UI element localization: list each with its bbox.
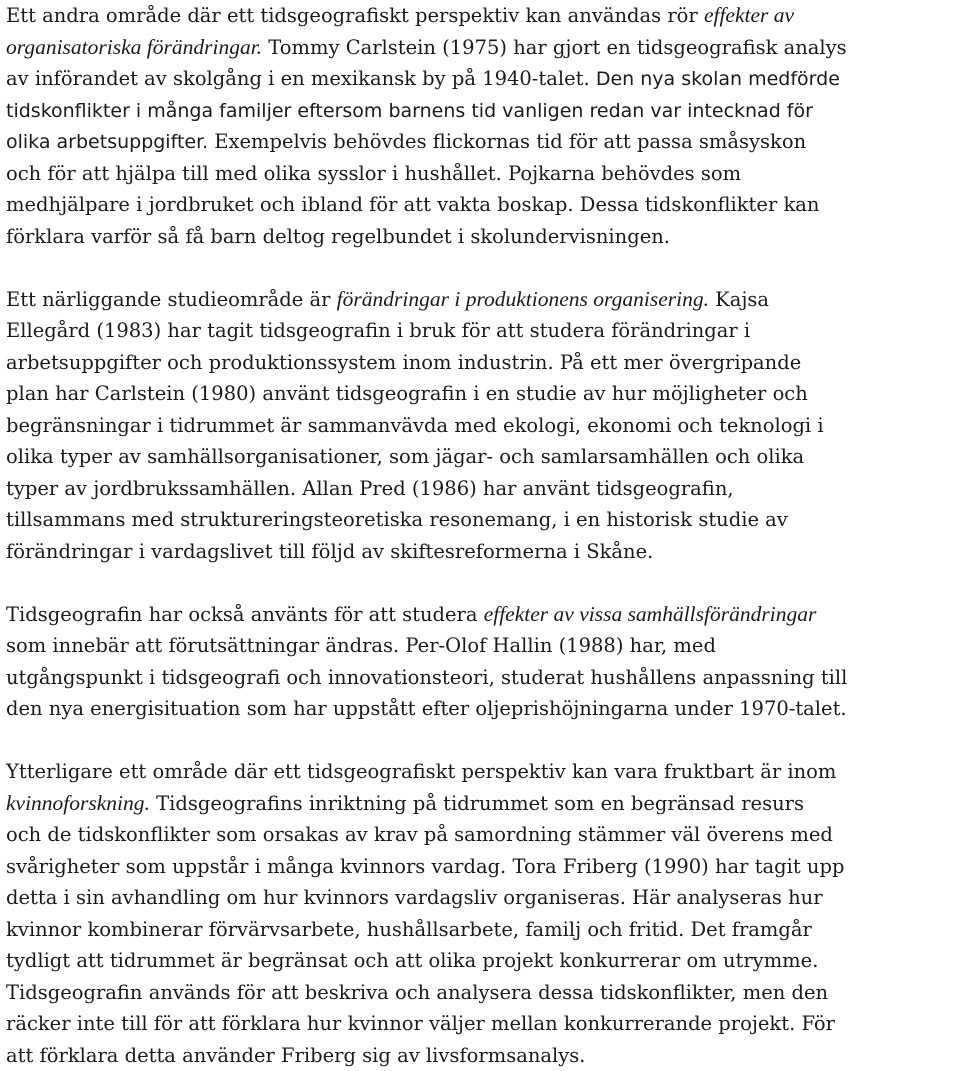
text-line xyxy=(6,189,954,221)
text-run: Den nya skolan medförde xyxy=(596,68,840,90)
text-line xyxy=(6,1040,954,1071)
text-line xyxy=(6,851,954,883)
text-run: förändringar i vardagslivet till följd av skiftesreformerna i Skåne. xyxy=(6,540,653,563)
paragraph-spacer xyxy=(6,252,954,284)
paragraph-spacer xyxy=(6,725,954,757)
text-run: och för att hjälpa till med olika sysslor i hushållet. Pojkarna behövdes som xyxy=(6,162,741,185)
text-line xyxy=(6,693,954,725)
text-line xyxy=(6,284,954,316)
text-line xyxy=(6,158,954,190)
text-run: Exempelvis behövdes flickornas tid för att passa småsyskon xyxy=(214,130,806,153)
text-run: medhjälpare i jordbruket och ibland för att vakta boskap. Dessa tidskonflikter kan xyxy=(6,193,819,216)
text-run: Ett närliggande studieområde är xyxy=(6,288,337,311)
text-line xyxy=(6,504,954,536)
paragraph-spacer xyxy=(6,567,954,599)
text-run: av införandet av skolgång i en mexikansk by på 1940-talet. xyxy=(6,67,596,90)
text-line xyxy=(6,347,954,379)
text-run: och de tidskonflikter som orsakas av krav på samordning stämmer väl överens med xyxy=(6,823,833,846)
text-line xyxy=(6,473,954,505)
text-run: Tidsgeografin används för att beskriva och analysera dessa tidskonflikter, men den xyxy=(6,981,828,1004)
text-line xyxy=(6,945,954,977)
text-line xyxy=(6,756,954,788)
text-line xyxy=(6,0,954,32)
text-run: Ellegård (1983) har tagit tidsgeografin i bruk för att studera förändringar i xyxy=(6,319,750,342)
text-line xyxy=(6,95,954,127)
text-line xyxy=(6,599,954,631)
text-line xyxy=(6,1008,954,1040)
text-run: Ett andra område där ett tidsgeografiskt perspektiv kan användas rör xyxy=(6,4,704,27)
body-paragraph xyxy=(6,599,954,725)
text-run: olika arbetsuppgifter. xyxy=(6,131,214,153)
text-run: som innebär att förutsättningar ändras. Per-Olof Hallin (1988) har, med xyxy=(6,634,716,657)
italic-text: organisatoriska förändringar. xyxy=(6,35,262,59)
italic-text: effekter av xyxy=(704,3,794,27)
text-line xyxy=(6,819,954,851)
text-run: typer av jordbrukssamhällen. Allan Pred (1986) har använt tidsgeografin, xyxy=(6,477,734,500)
body-paragraph xyxy=(6,284,954,568)
text-line xyxy=(6,977,954,1009)
text-line xyxy=(6,882,954,914)
text-run: att förklara detta använder Friberg sig av livsformsanalys. xyxy=(6,1044,585,1067)
text-line xyxy=(6,63,954,95)
text-run: plan har Carlstein (1980) använt tidsgeografin i en studie av hur möjligheter och xyxy=(6,382,808,405)
text-run: kvinnor kombinerar förvärvsarbete, hushållsarbete, familj och fritid. Det framgår xyxy=(6,918,812,941)
text-run: begränsningar i tidrummet är sammanvävda med ekologi, ekonomi och teknologi i xyxy=(6,414,824,437)
text-run: tidskonflikter i många familjer eftersom barnens tid vanligen redan var intecknad för xyxy=(6,100,813,122)
text-line xyxy=(6,441,954,473)
text-run: Kajsa xyxy=(709,288,769,311)
text-run: olika typer av samhällsorganisationer, som jägar- och samlarsamhällen och olika xyxy=(6,445,804,468)
text-run: Tidsgeografin har också använts för att studera xyxy=(6,603,484,626)
text-line xyxy=(6,788,954,820)
body-paragraph xyxy=(6,756,954,1071)
italic-text: kvinnoforskning. xyxy=(6,791,150,815)
text-line xyxy=(6,630,954,662)
text-run: den nya energisituation som har uppstått efter oljeprishöjningarna under 1970-talet. xyxy=(6,697,847,720)
text-run: Tidsgeografins inriktning på tidrummet som en begränsad resurs xyxy=(150,792,804,815)
text-line xyxy=(6,662,954,694)
text-run: Tommy Carlstein (1975) har gjort en tidsgeografisk analys xyxy=(262,36,847,59)
text-line xyxy=(6,32,954,64)
text-run: räcker inte till för att förklara hur kvinnor väljer mellan konkurrerande projekt. För xyxy=(6,1012,835,1035)
text-line xyxy=(6,914,954,946)
italic-text: effekter av vissa samhällsförändringar xyxy=(484,602,817,626)
text-run: detta i sin avhandling om hur kvinnors vardagsliv organiseras. Här analyseras hur xyxy=(6,886,823,909)
text-line xyxy=(6,315,954,347)
text-run: Ytterligare ett område där ett tidsgeografiskt perspektiv kan vara fruktbart är inom xyxy=(6,760,836,783)
text-run: förklara varför så få barn deltog regelbundet i skolundervisningen. xyxy=(6,225,670,248)
body-paragraph xyxy=(6,0,954,252)
text-run: svårigheter som uppstår i många kvinnors vardag. Tora Friberg (1990) har tagit upp xyxy=(6,855,844,878)
text-line xyxy=(6,126,954,158)
text-line xyxy=(6,410,954,442)
italic-text: förändringar i produktionens organisering. xyxy=(337,287,709,311)
text-run: utgångspunkt i tidsgeografi och innovationsteori, studerat hushållens anpassning till xyxy=(6,666,847,689)
text-run: arbetsuppgifter och produktionssystem inom industrin. På ett mer övergripande xyxy=(6,351,801,374)
text-run: tillsammans med struktureringsteoretiska resonemang, i en historisk studie av xyxy=(6,508,788,531)
text-run: tydligt att tidrummet är begränsat och att olika projekt konkurrerar om utrymme. xyxy=(6,949,818,972)
text-line xyxy=(6,378,954,410)
text-line xyxy=(6,221,954,253)
text-line xyxy=(6,536,954,568)
